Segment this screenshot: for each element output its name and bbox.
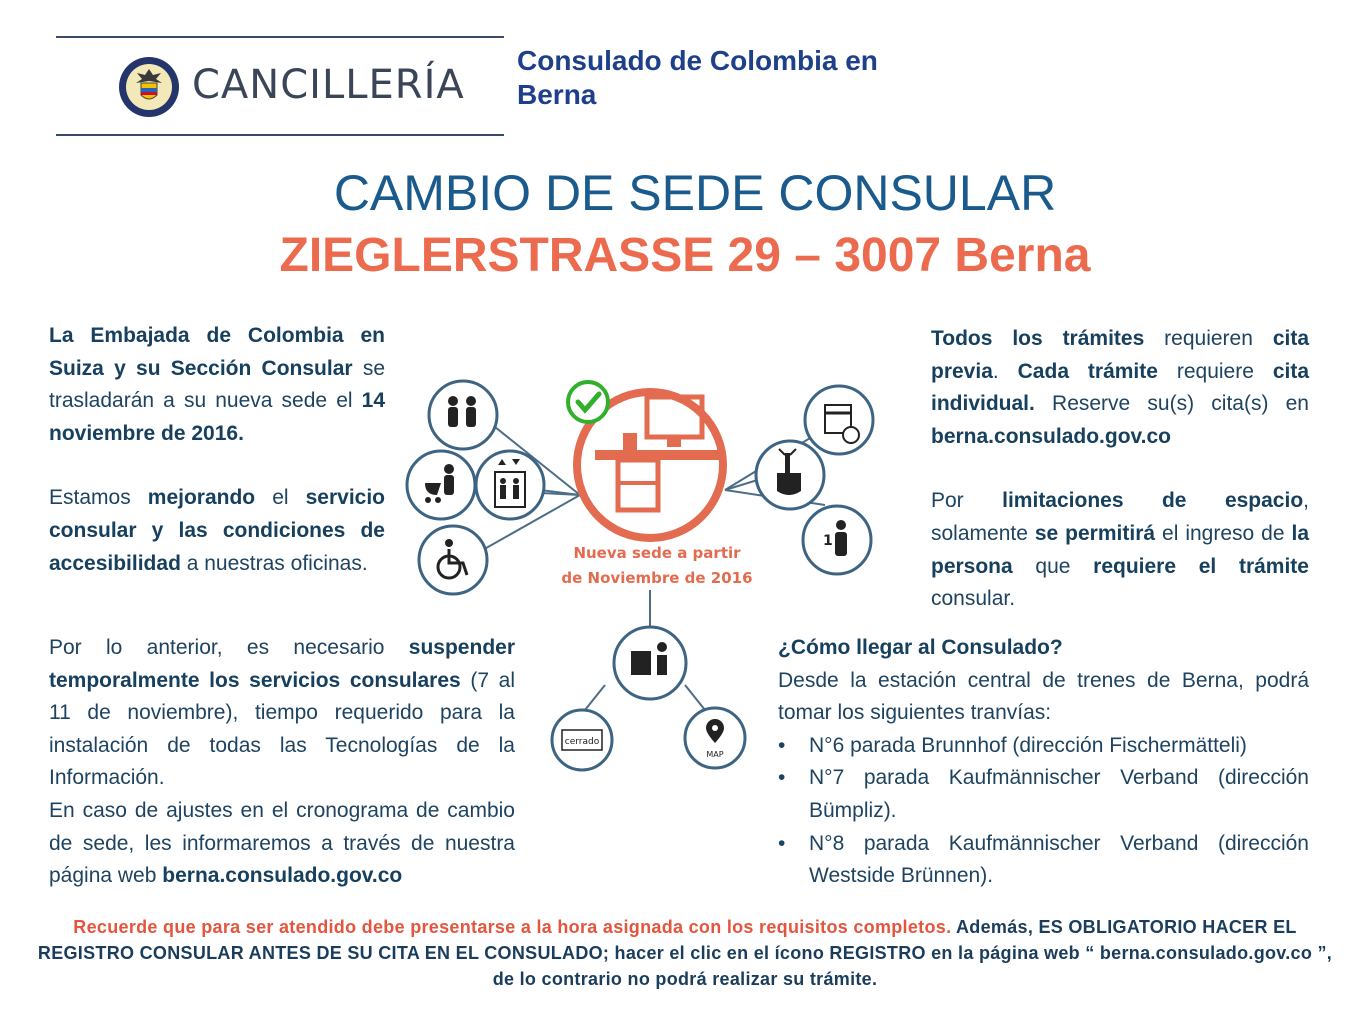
space-limit-paragraph (931, 485, 1309, 615)
suspension-text-a: Por lo anterior, es necesario (49, 636, 409, 659)
appt-d: . (992, 359, 1018, 383)
relocation-date: 14 noviembre de 2016. (49, 389, 385, 445)
colombia-coat-of-arms-logo (117, 55, 181, 119)
improvement-text-c: el (255, 486, 306, 510)
appt-e: Cada trámite (1017, 359, 1158, 383)
relocation-infographic (405, 355, 875, 775)
space-m: se permitirá (1034, 521, 1156, 545)
website-link-left[interactable]: berna.consulado.gov.co (162, 864, 403, 888)
appointment-paragraph (931, 323, 1309, 453)
improvement-text-d: servicio consular y las condiciones de accesibilidad (49, 486, 385, 575)
relocation-paragraph (49, 320, 385, 450)
list-item: • N°7 parada Kaufmännischer Verband (dirección Bümpliz). (778, 762, 1309, 827)
check-icon (568, 382, 608, 422)
relocation-notice (49, 320, 385, 580)
space-o: la persona (931, 521, 1309, 578)
space-p: que (1012, 554, 1094, 578)
appt-b: requieren (1144, 327, 1273, 350)
person-number: 1 (823, 533, 833, 549)
footer-registration: Además, ES OBLIGATORIO HACER EL REGISTRO CONSULAR ANTES DE SU CITA EN EL CONSULADO; hacer el clic en el ícono REGISTRO en la página web “ berna.consulado.gov.co ”, de lo contrario no podrá realizar su trámite. (37, 917, 1333, 989)
space-j: Por (931, 489, 1003, 513)
suspension-text-c: (7 al 11 de noviembre), tiempo requerido para la instalación de todas las Tecnologías de la Información. (49, 668, 515, 790)
appt-f: requiere (1157, 359, 1273, 383)
map-pin-icon (685, 708, 745, 768)
single-person-icon (803, 506, 871, 574)
header-rule-bottom (56, 134, 504, 136)
map-label: MAP (706, 750, 724, 759)
appointment-notice (931, 323, 1309, 616)
cancilleria-brand: CANCILLERÍA (192, 62, 465, 108)
appt-g: cita individual. (931, 359, 1310, 416)
elderly-icon (429, 381, 497, 449)
list-item: • N°6 parada Brunnhof (dirección Fischermätteli) (778, 730, 1309, 763)
suspension-highlight: suspender temporalmente los servicios consulares (49, 636, 515, 692)
space-l: , solamente (931, 489, 1309, 545)
schedule-text: En caso de ajustes en el cronograma de cambio de sede, les informaremos a través de nuestra página web (49, 798, 515, 888)
space-n: el ingreso de (1155, 521, 1292, 545)
improvement-text-b: mejorando (147, 486, 256, 510)
consulate-name-line2: Berna (517, 79, 597, 110)
schedule-paragraph (49, 795, 515, 893)
embassy-name: La Embajada de Colombia en Suiza y su Sección Consular (49, 324, 385, 380)
closed-sign-label: cerrado (564, 737, 600, 747)
consulate-name (517, 44, 937, 112)
space-r: consular. (931, 587, 1016, 611)
footer-warning: Recuerde que para ser atendido debe presentarse a la hora asignada con los requisitos completos. (73, 917, 952, 937)
improvement-text-a: Estamos (49, 486, 148, 510)
closed-sign-icon (552, 710, 612, 770)
appt-c: cita previa (931, 327, 1309, 383)
new-site-caption-line1: Nueva sede a partir (573, 544, 741, 562)
new-address: ZIEGLERSTRASSE 29 – 3007 Berna (279, 229, 1091, 282)
reminder-hand-icon (756, 441, 824, 509)
wheelchair-icon (419, 526, 487, 594)
space-q: requiere el trámite (1093, 554, 1309, 578)
moving-worker-icon (614, 627, 686, 699)
stroller-icon (407, 451, 475, 519)
directions-intro: Desde la estación central de trenes de Berna, podrá tomar los siguientes tranvías: (778, 668, 1309, 725)
new-site-caption-line2: de Noviembre de 2016 (561, 569, 753, 587)
space-k: limitaciones de espacio (1002, 489, 1304, 513)
relocation-text: se trasladarán a su nueva sede el (49, 356, 386, 413)
improvement-text-e: a nuestras oficinas. (180, 551, 368, 575)
appt-a: Todos los trámites (931, 327, 1145, 350)
calendar-icon (805, 386, 873, 454)
footer-notice (30, 914, 1340, 992)
header-rule-top (56, 36, 504, 38)
improvement-paragraph (49, 482, 385, 580)
page-title: CAMBIO DE SEDE CONSULAR (333, 165, 1057, 221)
appt-h: Reserve su(s) cita(s) en (1034, 392, 1309, 416)
website-link-right[interactable]: berna.consulado.gov.co (931, 424, 1171, 448)
directions-heading: ¿Cómo llegar al Consulado? (778, 636, 1063, 659)
consulate-name-line1: Consulado de Colombia en (517, 45, 878, 76)
list-item: • N°8 parada Kaufmännischer Verband (dirección Westside Brünnen). (778, 828, 1309, 893)
elevator-icon (476, 451, 544, 519)
